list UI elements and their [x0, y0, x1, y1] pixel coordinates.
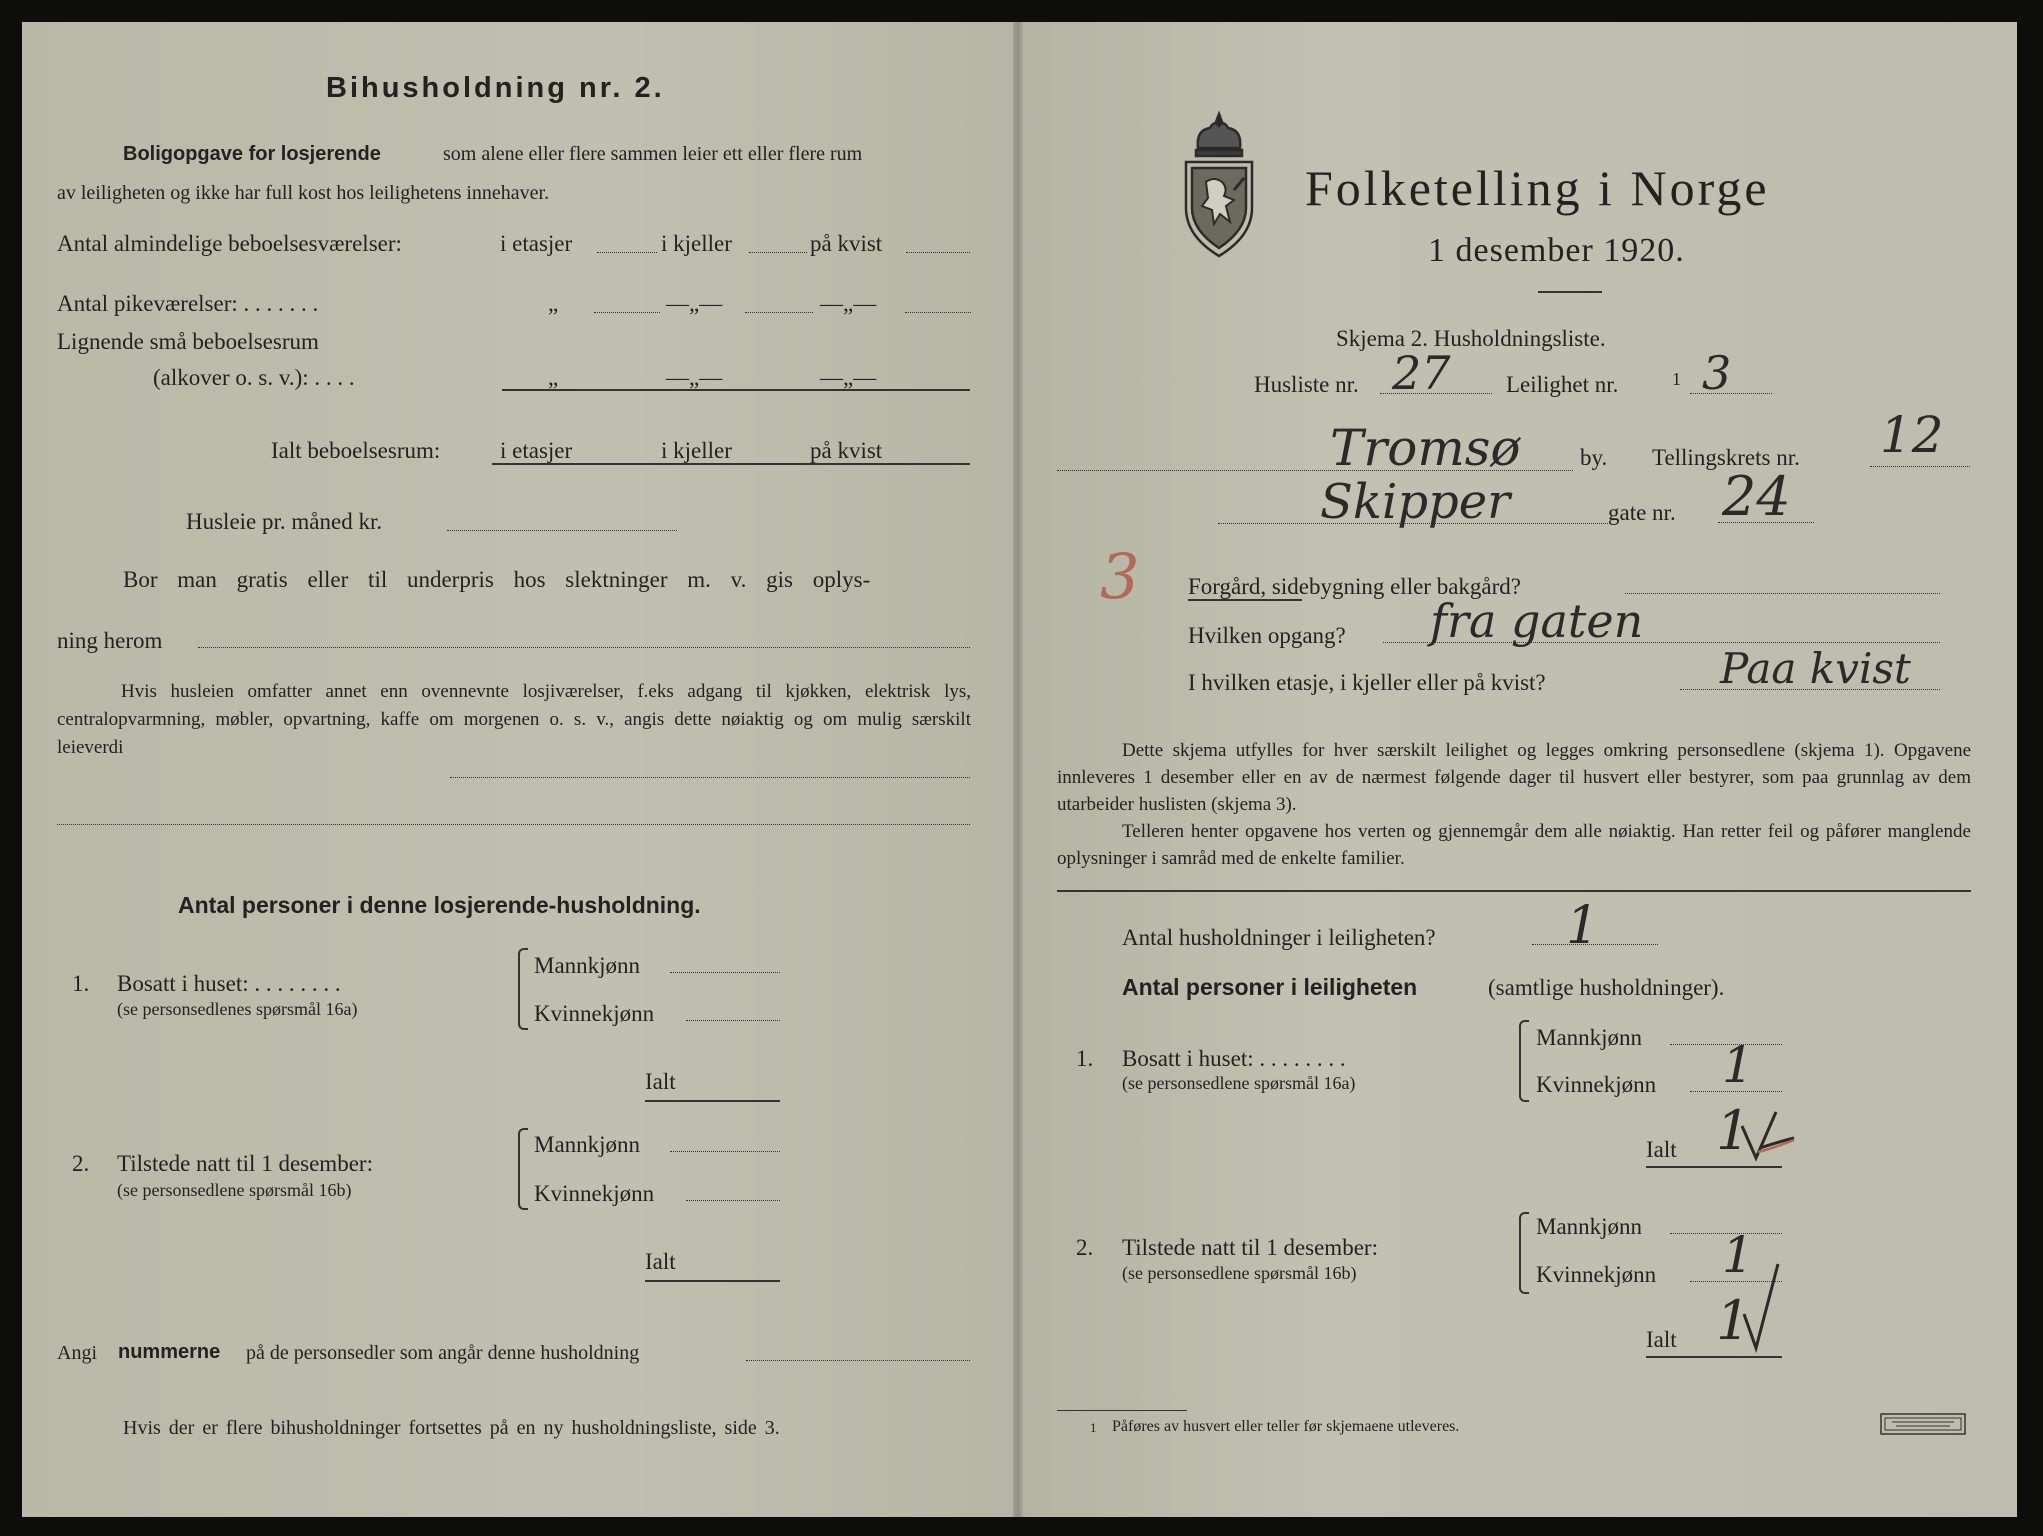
pike-ditto-2: —„—	[666, 291, 723, 316]
antal-pers-rest: (samtlige husholdninger).	[1488, 975, 1725, 1000]
l-q1-kvinne-line	[686, 1020, 780, 1021]
leilighet-line	[1690, 393, 1772, 394]
l-q1-ialt-line	[645, 1100, 780, 1102]
skjema-label: Skjema 2. Husholdningsliste.	[1336, 326, 1606, 351]
r-q1-ialt-line	[1646, 1166, 1782, 1168]
note-rule	[1057, 890, 1971, 892]
pike-line-3	[905, 312, 971, 313]
l-q2-brace	[518, 1128, 528, 1210]
l-q1-mann: Mannkjønn	[534, 953, 641, 978]
ialt-etasjer: i etasjer	[500, 438, 573, 463]
leilighet-label: Leilighet nr.	[1506, 372, 1619, 397]
l-q1-num: 1.	[72, 971, 90, 996]
kjeller-line	[749, 252, 807, 253]
leilighet-value: 3	[1702, 346, 1732, 400]
pike-ditto-1: „	[548, 291, 559, 316]
hvis-line-2	[57, 824, 970, 825]
husliste-line	[1380, 393, 1492, 394]
gate-line	[1218, 523, 1608, 524]
by-label: by.	[1580, 445, 1608, 470]
l-q2-label: Tilstede natt til 1 desember:	[117, 1151, 373, 1176]
l-q2-mann-line	[670, 1151, 780, 1152]
r-q1-mann: Mannkjønn	[1536, 1025, 1643, 1050]
r-q1-kvinne-value: 1	[1722, 1036, 1754, 1094]
husleie-line	[447, 530, 677, 531]
l-q2-sub: (se personsedlene spørsmål 16b)	[117, 1180, 352, 1200]
ialt-line	[492, 463, 970, 465]
r-q2-num: 2.	[1076, 1235, 1094, 1260]
hvis-line-1	[450, 777, 970, 778]
angi-bold: nummerne	[118, 1341, 221, 1363]
note-p2: Telleren henter opgavene hos verten og gjennemgår dem alle nøiaktig. Han retter feil og påfører manglende oplysninger i samråd med de enkelte familier.	[1057, 821, 1971, 869]
tellingskrets-line	[1870, 466, 1970, 467]
l-q2-ialt-line	[645, 1280, 780, 1282]
footnote-rule	[1057, 1410, 1187, 1411]
r-q2-ialt: Ialt	[1646, 1327, 1677, 1352]
ialt-kjeller: i kjeller	[661, 438, 732, 463]
r-q1-ialt-value: 1	[1716, 1099, 1751, 1162]
l-q1-mann-line	[670, 972, 780, 973]
angi-line	[746, 1360, 970, 1361]
ialt-label: Ialt beboelsesrum:	[271, 438, 441, 463]
form-title: Folketelling i Norge	[1305, 160, 1770, 216]
r-q2-sub: (se personsedlene spørsmål 16b)	[1122, 1263, 1357, 1283]
col-kvist: på kvist	[810, 231, 883, 256]
gate-nr-value: 24	[1722, 465, 1791, 528]
r-q1-ialt: Ialt	[1646, 1137, 1677, 1162]
ialt-kvist: på kvist	[810, 438, 883, 463]
check-mark-icon	[1738, 1262, 1788, 1354]
leilighet-sup: 1	[1672, 369, 1681, 389]
pike-ditto-3: —„—	[820, 291, 877, 316]
l-q2-num: 2.	[72, 1151, 90, 1176]
r-q1-sub: (se personsedlene spørsmål 16a)	[1122, 1073, 1356, 1093]
r-q2-label: Tilstede natt til 1 desember:	[1122, 1235, 1378, 1260]
r-q2-mann: Mannkjønn	[1536, 1214, 1643, 1239]
title-rule	[1538, 291, 1602, 293]
r-q1-kvinne: Kvinnekjønn	[1536, 1072, 1657, 1097]
check-mark-icon	[1738, 1108, 1798, 1166]
left-footer: Hvis der er flere bihusholdninger fortsettes på en ny husholdningsliste, side 3.	[123, 1417, 780, 1439]
antal-personer-heading: Antal personer i denne losjerende-husholdning.	[178, 892, 701, 918]
lignende-1: Lignende små beboelsesrum	[57, 329, 319, 354]
angi-post: på de personsedler som angår denne husholdning	[246, 1342, 640, 1364]
r-q1-kvinne-line	[1690, 1091, 1782, 1092]
antal-pers-bold: Antal personer i leiligheten	[1122, 974, 1418, 1000]
pike-label: Antal pikeværelser: . . . . . . .	[57, 291, 319, 316]
l-q1-kvinne: Kvinnekjønn	[534, 1001, 655, 1026]
gate-value: Skipper	[1320, 474, 1511, 530]
forgard-line	[1625, 593, 1940, 594]
col-etasjer: i etasjer	[500, 231, 573, 256]
antal-hush-line	[1532, 944, 1658, 945]
r-q2-brace	[1519, 1212, 1529, 1294]
form-date: 1 desember 1920.	[1428, 232, 1685, 269]
pike-line-2	[745, 312, 813, 313]
coat-of-arms-icon	[1176, 110, 1262, 262]
lignende-ditto-1: „	[548, 365, 559, 390]
antal-label: Antal almindelige beboelsesværelser:	[57, 231, 402, 256]
etasje-value: Paa kvist	[1720, 644, 1911, 693]
lignende-ditto-2: —„—	[666, 365, 723, 390]
l-q2-mann: Mannkjønn	[534, 1132, 641, 1157]
l-q2-ialt: Ialt	[645, 1249, 676, 1274]
antal-hush-value: 1	[1566, 896, 1600, 956]
etasjer-line	[597, 252, 657, 253]
r-q2-kvinne: Kvinnekjønn	[1536, 1262, 1657, 1287]
r-q2-ialt-line	[1646, 1356, 1782, 1358]
intro-line2: av leiligheten og ikke har full kost hos leilighetens innehaver.	[57, 182, 550, 204]
etasje-label: I hvilken etasje, i kjeller eller på kvist?	[1188, 670, 1546, 695]
col-kjeller: i kjeller	[661, 231, 732, 256]
page-fold	[1013, 22, 1023, 1517]
note-p1: Dette skjema utfylles for hver særskilt leilighet og legges omkring personsedlene (skjema 1). Opgavene innleveres 1 desember eller en av de nærmest følgende dager til husvert eller bestyrer, som paa grunnlag av dem utarbeider huslisten (skjema 3).	[1057, 740, 1971, 815]
r-q1-num: 1.	[1076, 1046, 1094, 1071]
lignende-sum-line	[502, 389, 970, 391]
tellingskrets-label: Tellingskrets nr.	[1652, 445, 1800, 470]
opgang-value: fra gaten	[1430, 594, 1644, 648]
printer-stamp-icon	[1880, 1413, 1966, 1435]
antal-hush-label: Antal husholdninger i leiligheten?	[1122, 925, 1436, 950]
footnote-text: Påføres av husvert eller teller før skjemaene utleveres.	[1112, 1418, 1460, 1435]
opgang-line	[1383, 642, 1940, 643]
kvist-line	[906, 252, 970, 253]
r-q1-brace	[1519, 1020, 1529, 1102]
bor-line1: Bor man gratis eller til underpris hos slektninger m. v. gis oplys-	[123, 567, 871, 592]
l-q1-label: Bosatt i huset: . . . . . . . .	[117, 971, 341, 996]
margin-mark: 3	[1100, 540, 1140, 613]
husliste-label: Husliste nr.	[1254, 372, 1359, 397]
angi-pre: Angi	[57, 1342, 97, 1364]
lignende-ditto-3: —„—	[820, 365, 877, 390]
husleie-label: Husleie pr. måned kr.	[186, 509, 383, 534]
l-q2-kvinne: Kvinnekjønn	[534, 1181, 655, 1206]
l-q1-sub: (se personsedlenes spørsmål 16a)	[117, 999, 358, 1019]
opgang-label: Hvilken opgang?	[1188, 623, 1346, 648]
by-line	[1057, 470, 1573, 471]
lignende-2: (alkover o. s. v.): . . . .	[153, 365, 355, 390]
r-q2-ialt-value: 1	[1716, 1289, 1751, 1352]
forgard-underline	[1188, 599, 1302, 601]
l-q1-brace	[518, 948, 528, 1030]
intro-rest: som alene eller flere sammen leier ett eller flere rum	[443, 143, 863, 165]
by-value: Tromsø	[1330, 419, 1521, 477]
intro-bold: Boligopgave for losjerende	[123, 143, 381, 165]
left-heading: Bihusholdning nr. 2.	[326, 72, 665, 104]
gate-label: gate nr.	[1608, 500, 1676, 525]
footnote-num: 1	[1090, 1420, 1097, 1435]
hvis-text: Hvis husleien omfatter annet enn ovennevnte losjiværelser, f.eks adgang til kjøkken, elektrisk lys, centralopvarmning, møbler, opvartning, kaffe om morgenen o. s. v., angis dette nøiaktig og om mulig særskilt leieverdi	[57, 681, 971, 758]
r-q2-kvinne-value: 1	[1722, 1226, 1754, 1284]
forgard-label: Forgård, sidebygning eller bakgård?	[1188, 574, 1521, 599]
pike-line-1	[594, 312, 660, 313]
r-q1-label: Bosatt i huset: . . . . . . . .	[1122, 1046, 1346, 1071]
husliste-value: 27	[1392, 346, 1451, 400]
l-q2-kvinne-line	[686, 1200, 780, 1201]
bor-line	[198, 647, 970, 648]
bor-line2: ning herom	[57, 628, 163, 653]
tellingskrets-value: 12	[1880, 406, 1944, 464]
gate-nr-line	[1718, 522, 1814, 523]
l-q1-ialt: Ialt	[645, 1069, 676, 1094]
etasje-line	[1680, 689, 1940, 690]
